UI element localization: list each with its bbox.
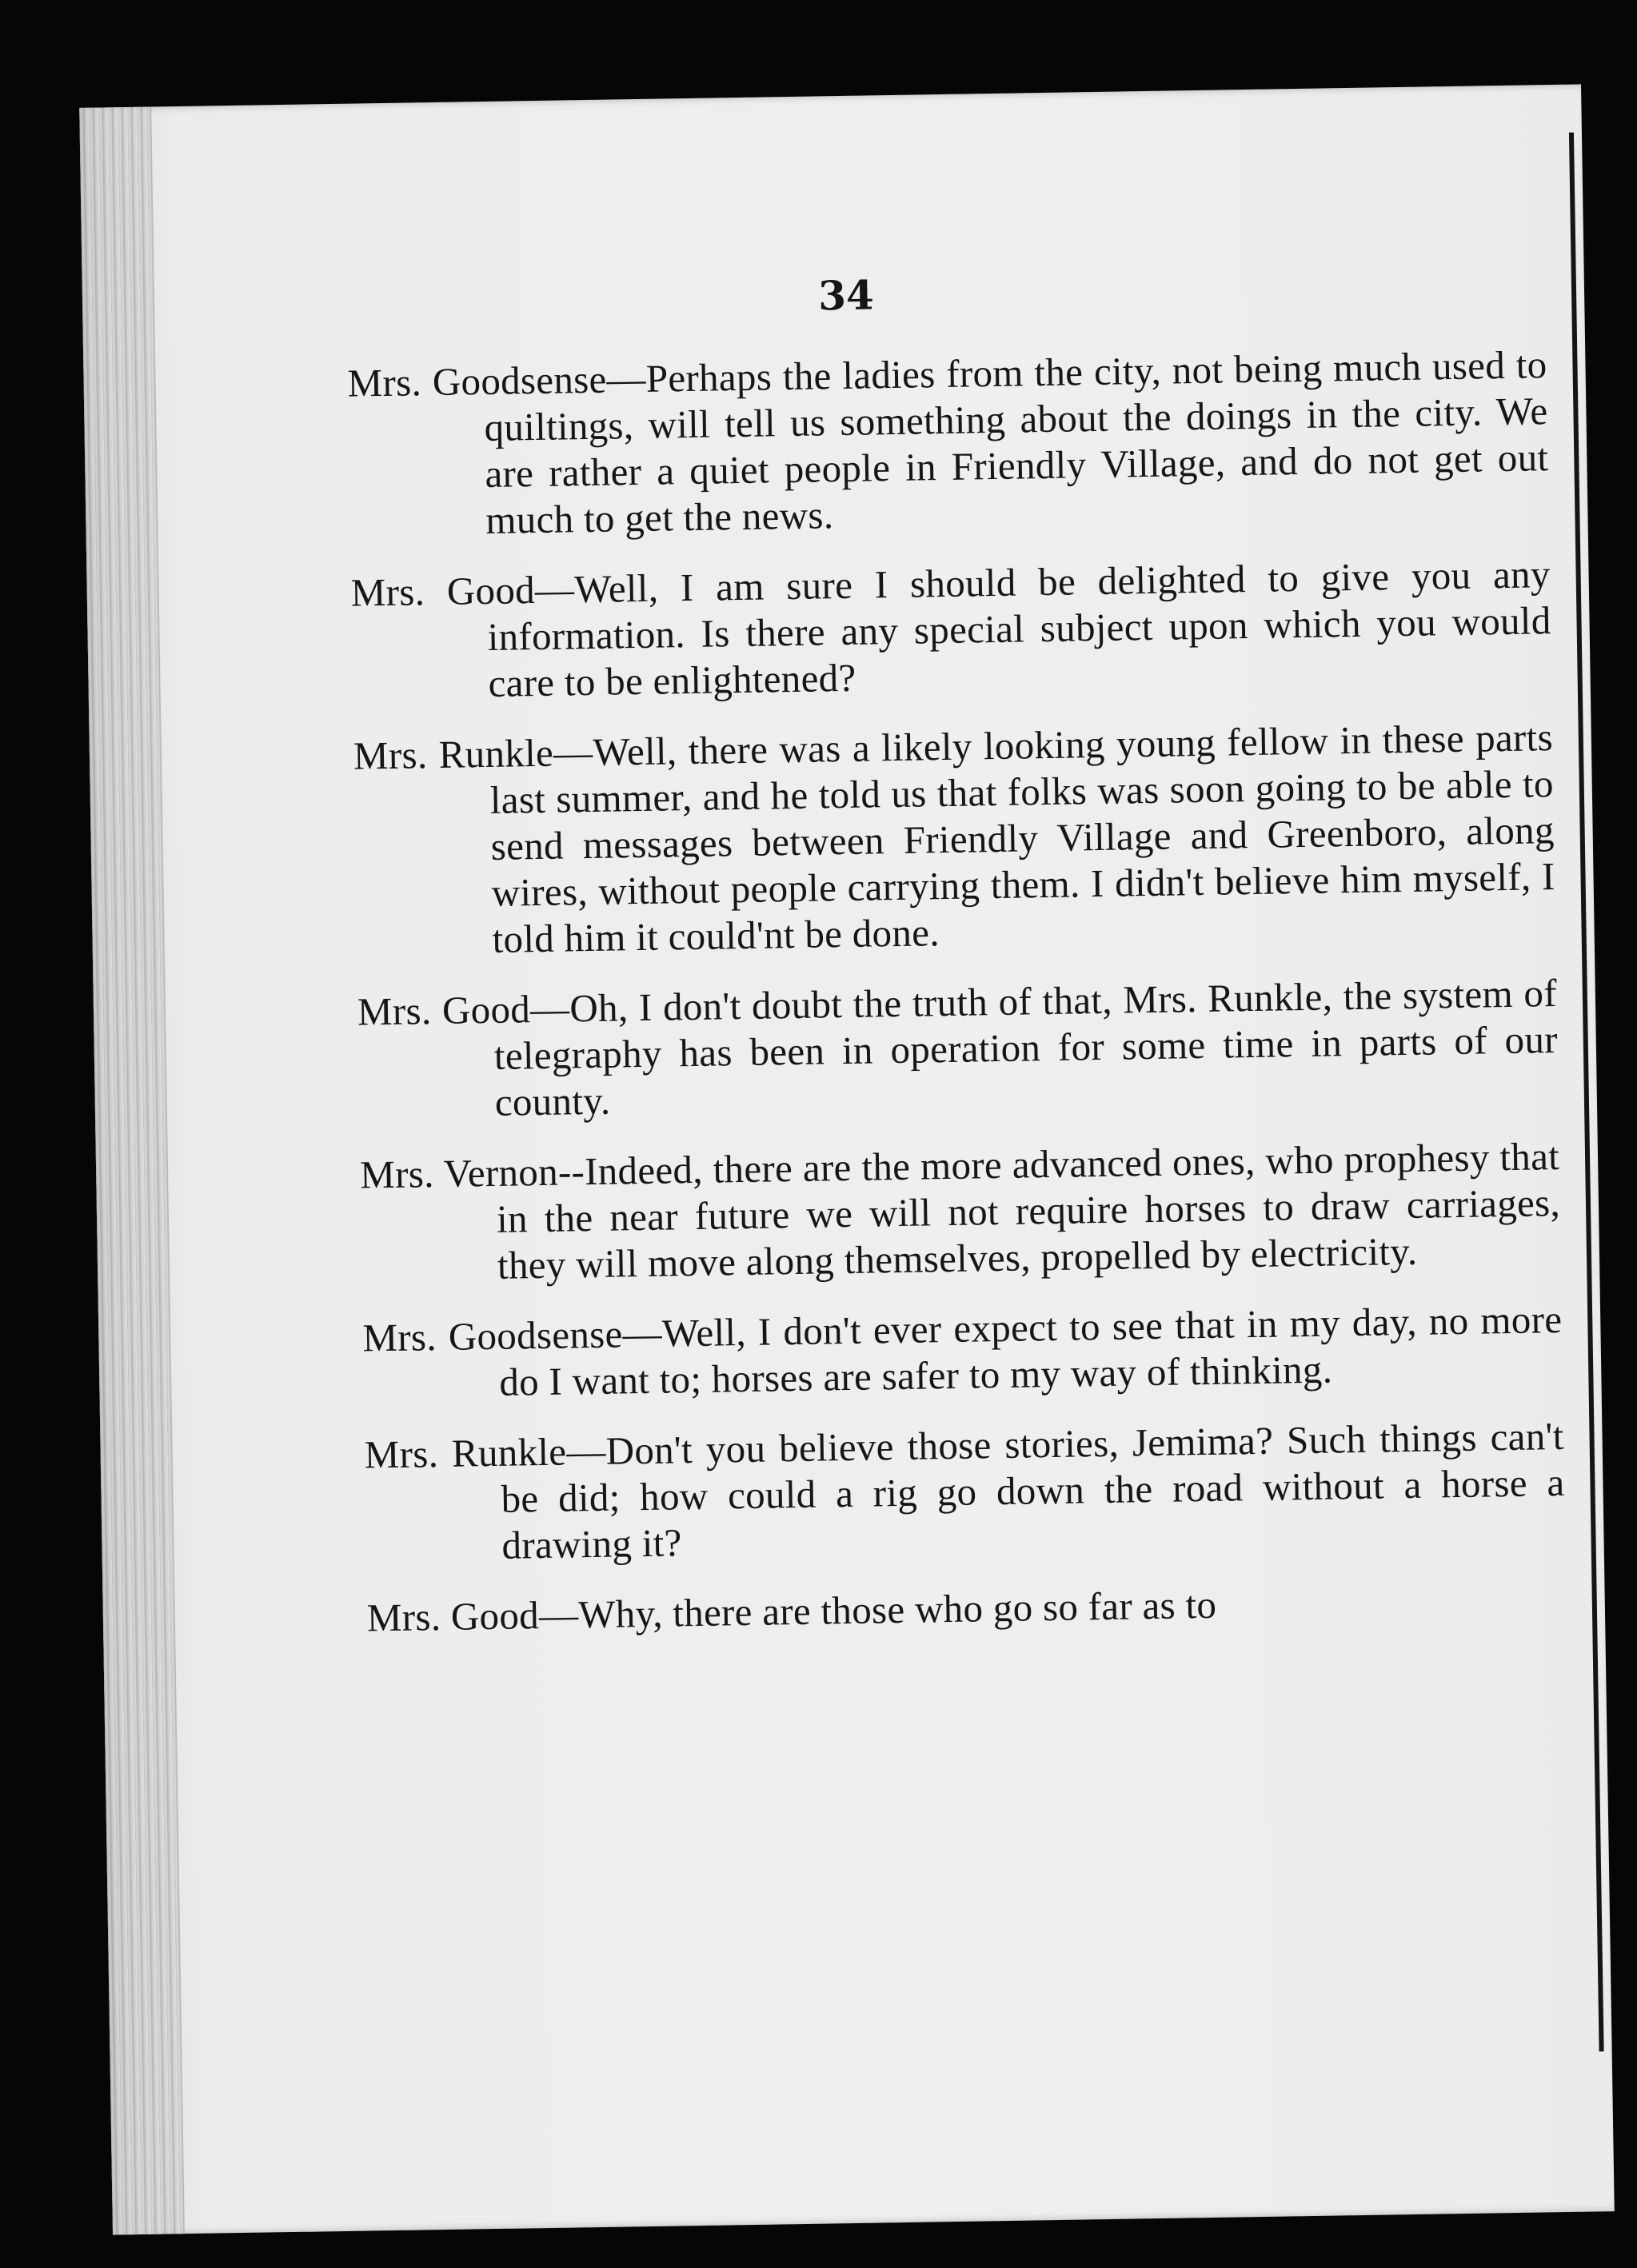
speaker-name: Mrs. Goodsense	[361, 1312, 623, 1360]
speech-paragraph	[353, 714, 1556, 965]
speaker-name: Mrs. Runkle	[364, 1429, 567, 1477]
speaker-name: Mrs. Good	[350, 568, 536, 615]
speech-text: —Oh, I don't doubt the truth of that, Mrs. Runkle, the system of telegraphy has been in operation for some time in parts of our county.	[493, 971, 1559, 1124]
speech-paragraph	[350, 551, 1552, 709]
speech-paragraph	[360, 1133, 1562, 1292]
page-text	[346, 261, 1583, 1666]
speech-paragraph	[366, 1576, 1567, 1642]
speech-text: —Well, there was a likely looking young fellow in these parts last summer, and he told us that folks was soon going to be able to send messages between Friendly Village and Greenboro, along wires, without people carrying them. I didn't believe him myself, I told him it could'nt be done.	[489, 715, 1555, 961]
speech-text: —Well, I don't ever expect to see that in my day, no more do I want to; horses are safer to my way of thinking.	[498, 1296, 1563, 1404]
speech-paragraph	[362, 1296, 1563, 1408]
speech-paragraph	[364, 1413, 1566, 1571]
speech-text: —Don't you believe those stories, Jemima? Such things can't be did; how could a rig go down the road without a horse a drawing it?	[501, 1413, 1565, 1567]
speech-text: --Indeed, there are the more advanced ones, who prophesy that in the near future we will not require horses to draw carriages, they will move along themselves, propelled by electricity.	[496, 1134, 1561, 1288]
speaker-name: Mrs. Vernon	[359, 1149, 559, 1197]
speaker-name: Mrs. Good	[357, 987, 531, 1034]
speech-paragraph	[347, 341, 1549, 546]
speech-paragraph	[357, 970, 1559, 1128]
book-page	[79, 84, 1615, 2234]
speech-text: —Well, I am sure I should be delighted to give you any information. Is there any special subject upon which you would care to be enlightened?	[487, 552, 1551, 705]
page-number: 34	[817, 271, 875, 320]
speaker-name: Mrs. Good	[366, 1593, 540, 1640]
speech-text: —Why, there are those who go so far as to	[538, 1582, 1217, 1638]
speaker-name: Mrs. Runkle	[353, 730, 554, 778]
speech-text: —Perhaps the ladies from the city, not being much used to quiltings, will tell us something about the doings in the city. We are rather a quiet people in Friendly Village, and do not get out much to get the news.	[484, 342, 1549, 542]
speaker-name: Mrs. Goodsense	[347, 357, 607, 405]
